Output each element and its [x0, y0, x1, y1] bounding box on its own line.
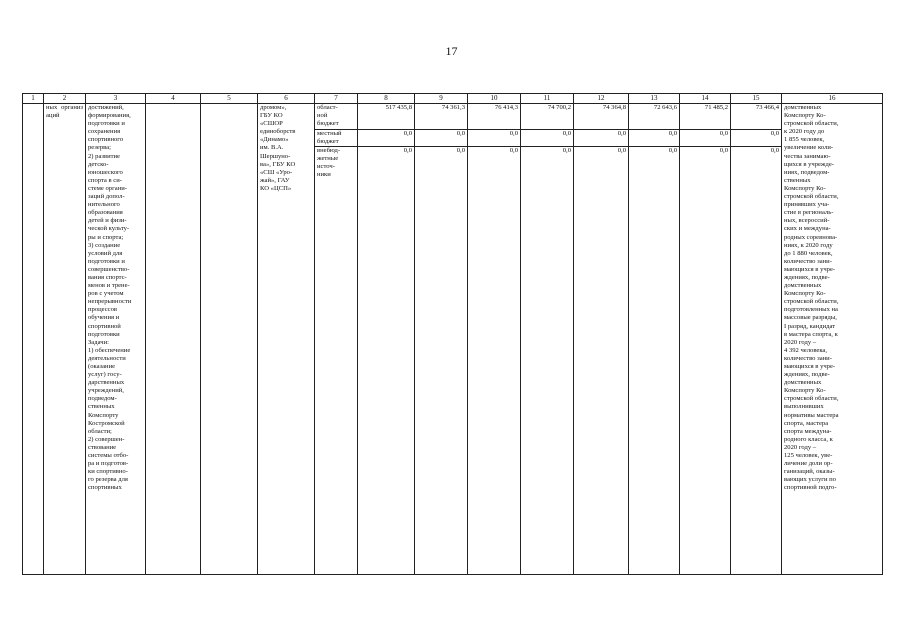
- amount-cell: 74 361,3: [415, 104, 468, 130]
- program-table: [22, 93, 883, 575]
- amount-cell: 0,0: [731, 147, 782, 575]
- indicators-text: домственных Комспорту Ко- стромской области, к 2020 году до 1 855 человек, увеличение коли- чества занимаю- щихся в учрежде- ниях, подведом- ственных Комспорту Ко- стромской области, принявших уча- стие в региональ- ных, всероссий- ских и междуна- родных соревнова- ниях, к 2020 году до 1 880 человек, количество зани- мающихся в учре- ждениях, подве- домственных Комспорту Ко- стромской области, подготовленных на массовые разряды, I разряд, кандидат в мастера спорта, к 2020 году – 4 392 человека, количество зани- мающихся в учре- ждениях, подве- домственных Комспорту Ко- стромской области, выполнивших нормативы мастера спорта, мастера спорта междуна- родного класса, к 2020 году – 125 человек, уве- личение доли ор- ганизаций, оказы- вающих услуги по спортивной подго-: [784, 104, 839, 492]
- col-header: 2: [44, 94, 86, 104]
- col-header: 10: [468, 94, 521, 104]
- goals-text: достижений, формирования, подготовки и сохранения спортивного резерва; 2) развитие детско- юношеского спорта в си- стеме органи- заций допол- нительного образования детей и физи- ческой культу- ры и спорта; 3) создание условий для подготовки и совершенство- вания спортс- менов и трене- ров с учетом непрерывности процессов обучения и спортивной подготовки Задачи: 1) обеспечение деятельности (оказание услуг) госу- дарственных учреждений, подведом- ственных Комспорту Костромской области; 2) совершен- ствование системы отбо- ра и подготов- ки спортивно- го резерва для спортивных: [88, 104, 132, 492]
- amount-cell: 0,0: [680, 129, 731, 146]
- col-header: 14: [680, 94, 731, 104]
- amount-cell: 0,0: [468, 129, 521, 146]
- amount-cell: 71 485,2: [680, 104, 731, 130]
- col-header: 15: [731, 94, 782, 104]
- col-header: 5: [201, 94, 258, 104]
- amount-cell: 0,0: [629, 147, 680, 575]
- amount-cell: 73 466,4: [731, 104, 782, 130]
- amount-cell: 74 700,2: [521, 104, 574, 130]
- org-text: ных организаций: [46, 104, 83, 120]
- table-row: [23, 104, 883, 130]
- column-number-row: [23, 94, 883, 104]
- col-header: 1: [23, 94, 44, 104]
- col-header: 7: [315, 94, 358, 104]
- col-header: 9: [415, 94, 468, 104]
- cell-col4: [146, 104, 201, 575]
- cell-col3: [86, 104, 146, 575]
- amount-cell: 0,0: [521, 147, 574, 575]
- amount-cell: 0,0: [629, 129, 680, 146]
- source-label: област- ной бюджет: [315, 104, 358, 130]
- col-header: 11: [521, 94, 574, 104]
- col-header: 8: [358, 94, 415, 104]
- page-number: 17: [445, 44, 458, 58]
- amount-cell: 0,0: [415, 129, 468, 146]
- executors-text: дромом», ГБУ КО «СШОР единоборств «Динамо» им. В.А. Шершуно- ва», ГБУ КО «СШ «Уро- жай», ГАУ КО «ЦСП»: [260, 104, 296, 192]
- cell-col6: [258, 104, 315, 575]
- amount-cell: 76 414,3: [468, 104, 521, 130]
- amount-cell: 72 643,6: [629, 104, 680, 130]
- col-header: 4: [146, 94, 201, 104]
- amount-cell: 517 435,8: [358, 104, 415, 130]
- source-label: внебюд- жетные источ- ники: [315, 147, 358, 575]
- amount-cell: 74 364,8: [574, 104, 629, 130]
- amount-cell: 0,0: [521, 129, 574, 146]
- amount-cell: 0,0: [358, 147, 415, 575]
- amount-cell: 0,0: [731, 129, 782, 146]
- source-label: местный бюджет: [315, 129, 358, 146]
- amount-cell: 0,0: [574, 129, 629, 146]
- cell-col16: [782, 104, 883, 575]
- cell-col5: [201, 104, 258, 575]
- col-header: 16: [782, 94, 883, 104]
- col-header: 13: [629, 94, 680, 104]
- cell-col1: [23, 104, 44, 575]
- amount-cell: 0,0: [415, 147, 468, 575]
- amount-cell: 0,0: [574, 147, 629, 575]
- cell-col2: [44, 104, 86, 575]
- amount-cell: 0,0: [680, 147, 731, 575]
- col-header: 12: [574, 94, 629, 104]
- amount-cell: 0,0: [358, 129, 415, 146]
- col-header: 6: [258, 94, 315, 104]
- col-header: 3: [86, 94, 146, 104]
- amount-cell: 0,0: [468, 147, 521, 575]
